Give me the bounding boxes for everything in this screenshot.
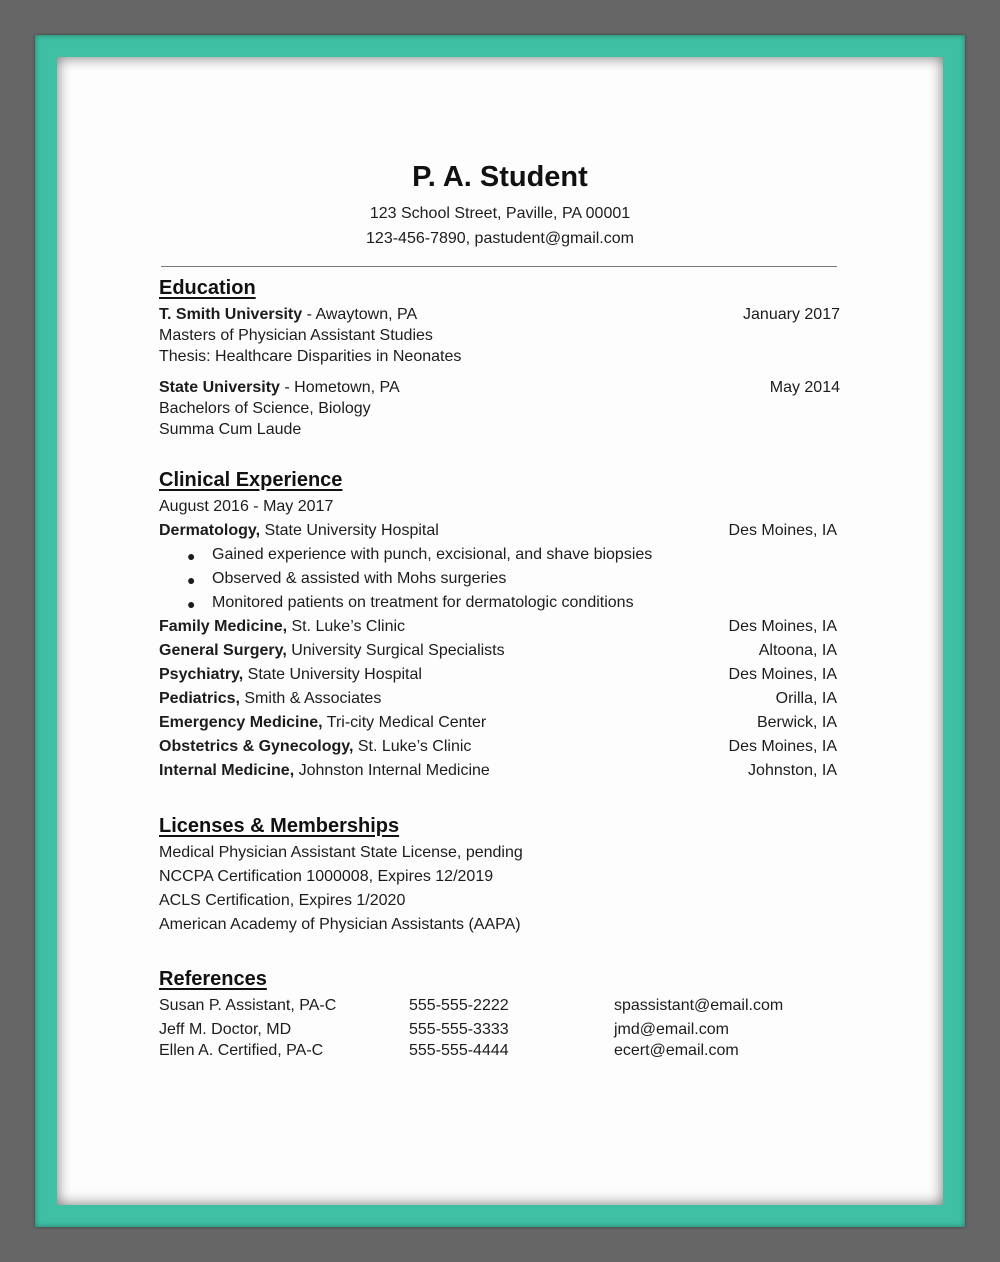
bullet-item: Monitored patients on treatment for dermatologic conditions: [212, 594, 634, 611]
candidate-name: P. A. Student: [412, 161, 588, 193]
rotation-location: Des Moines, IA: [728, 738, 837, 755]
rotation-specialty: Psychiatry,: [159, 666, 244, 683]
rotation-family-medicine: [159, 618, 405, 636]
bullet-item: Observed & assisted with Mohs surgeries: [212, 570, 507, 587]
school-name: State University: [159, 379, 280, 396]
education-date-2: May 2014: [769, 379, 840, 396]
school-location: - Hometown, PA: [279, 379, 400, 396]
school-location: - Awaytown, PA: [302, 306, 418, 323]
rotation-location: Altoona, IA: [758, 642, 837, 659]
clinical-period: August 2016 - May 2017: [159, 498, 334, 515]
rotation-specialty: Emergency Medicine,: [159, 714, 323, 731]
education-date-1: January 2017: [743, 306, 840, 323]
rotation-obgyn: [159, 738, 471, 756]
thesis-line: Thesis: Healthcare Disparities in Neonates: [159, 348, 462, 365]
education-entry-2: [159, 379, 400, 397]
reference-email: spassistant@email.com: [614, 997, 784, 1014]
rotation-site: State University Hospital: [260, 522, 439, 539]
phone-email: 123-456-7890, pastudent@gmail.com: [366, 230, 634, 247]
rotation-location: Orilla, IA: [775, 690, 837, 707]
rotation-internal-medicine: [159, 762, 490, 780]
education-heading: Education: [159, 277, 256, 299]
rotation-specialty: Family Medicine,: [159, 618, 288, 635]
reference-phone: 555-555-3333: [409, 1021, 509, 1038]
address: 123 School Street, Paville, PA 00001: [369, 205, 631, 222]
education-entry-1: [159, 306, 417, 324]
reference-email: jmd@email.com: [614, 1021, 729, 1038]
rotation-specialty: General Surgery,: [159, 642, 287, 659]
header-divider: [161, 266, 837, 267]
clinical-heading: Clinical Experience: [159, 469, 343, 491]
rotation-emergency-medicine: [159, 714, 486, 732]
bullet-dot: ●: [187, 572, 196, 588]
rotation-site: Johnston Internal Medicine: [294, 762, 490, 779]
references-heading: References: [159, 968, 267, 990]
reference-name: Susan P. Assistant, PA-C: [159, 997, 337, 1014]
rotation-specialty: Pediatrics,: [159, 690, 240, 707]
reference-name: Jeff M. Doctor, MD: [159, 1021, 292, 1038]
rotation-general-surgery: [159, 642, 505, 660]
reference-phone: 555-555-2222: [409, 997, 509, 1014]
rotation-location: Des Moines, IA: [728, 618, 837, 635]
rotation-specialty: Obstetrics & Gynecology,: [159, 738, 354, 755]
honors-line: Summa Cum Laude: [159, 421, 302, 438]
rotation-site: Smith & Associates: [239, 690, 382, 707]
rotation-location: Berwick, IA: [756, 714, 837, 731]
degree-line: Masters of Physician Assistant Studies: [159, 327, 433, 344]
rotation-location: Des Moines, IA: [728, 666, 837, 683]
reference-name: Ellen A. Certified, PA-C: [159, 1042, 324, 1059]
rotation-site: State University Hospital: [243, 666, 422, 683]
rotation-site: University Surgical Specialists: [286, 642, 505, 659]
rotation-psychiatry: [159, 666, 422, 684]
license-item: NCCPA Certification 1000008, Expires 12/2019: [159, 868, 494, 885]
licenses-heading: Licenses & Memberships: [159, 815, 400, 837]
bullet-item: Gained experience with punch, excisional, and shave biopsies: [212, 546, 653, 563]
rotation-location: Des Moines, IA: [728, 522, 837, 539]
rotation-specialty: Dermatology,: [159, 522, 261, 539]
rotation-location: Johnston, IA: [748, 762, 837, 779]
license-item: ACLS Certification, Expires 1/2020: [159, 892, 406, 909]
rotation-site: Tri-city Medical Center: [322, 714, 487, 731]
rotation-site: St. Luke’s Clinic: [353, 738, 472, 755]
rotation-specialty: Internal Medicine,: [159, 762, 295, 779]
school-name: T. Smith University: [159, 306, 303, 323]
rotation-dermatology: [159, 522, 439, 540]
degree-line: Bachelors of Science, Biology: [159, 400, 371, 417]
license-item: American Academy of Physician Assistants (AAPA): [159, 916, 521, 933]
reference-phone: 555-555-4444: [409, 1042, 509, 1059]
rotation-site: St. Luke’s Clinic: [287, 618, 406, 635]
rotation-pediatrics: [159, 690, 381, 708]
reference-email: ecert@email.com: [614, 1042, 739, 1059]
bullet-dot: ●: [187, 596, 196, 612]
license-item: Medical Physician Assistant State License, pending: [159, 844, 523, 861]
bullet-dot: ●: [187, 548, 196, 564]
